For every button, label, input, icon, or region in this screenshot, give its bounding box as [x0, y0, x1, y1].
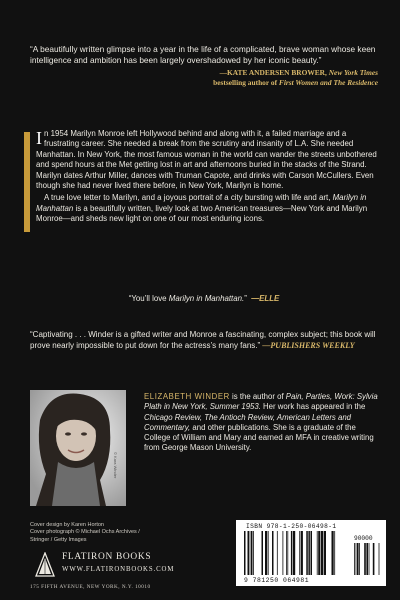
bio-publications: Chicago Review, The Antioch Review, American Letters and Commentary,: [144, 412, 352, 432]
bio-text-2: Her work has appeared in the: [263, 402, 366, 412]
author-photo: [30, 390, 126, 506]
photo-credit-line-1: Cover photograph © Michael Ochs Archives /: [30, 529, 140, 536]
barcode-icon: [244, 531, 382, 577]
praise-quote-brower: [30, 44, 378, 65]
pw-attr: —PUBLISHERS WEEKLY: [262, 340, 355, 350]
elle-prefix: “You’ll love: [128, 294, 167, 303]
photo-credit: © Kara Winder: [113, 452, 118, 479]
quote-text: “A beautifully written glimpse into a year in the life of a complicated, brave woman whose keen intelligence and ambition has been largely overshadowed by her iconic beauty.”: [30, 44, 376, 65]
attr-publication: New York Times: [328, 68, 378, 77]
paragraph-2-text-b: is a beautifully written, lively look at two American treasures—New York and Marilyn Monroe—and sheds new light on one of our most enduring icons.: [36, 203, 368, 224]
publisher-address: 175 FIFTH AVENUE, NEW YORK, N.Y. 10010: [30, 584, 151, 590]
elle-title: Marilyn in Manhattan.: [168, 294, 245, 303]
quote-attribution-brower: [30, 68, 378, 87]
barcode-number: 9 781250 064981: [244, 577, 310, 584]
design-credit: Cover design by Karen Horton: [30, 522, 104, 528]
author-name: ELIZABETH WINDER: [144, 392, 230, 401]
price-code: 90000: [354, 535, 373, 542]
description-paragraph-2: [36, 193, 378, 224]
elle-suffix: ”: [244, 294, 247, 303]
pw-text: “Captivating . . . Winder is a gifted writer and Monroe a fascinating, complex subject; this book will prove nearly impossible to put down for the actress’s many fans.”: [30, 330, 376, 350]
cover-credits: [30, 522, 180, 544]
publisher-url[interactable]: WWW.FLATIRONBOOKS.COM: [62, 566, 175, 573]
elle-attr: —ELLE: [251, 294, 280, 303]
author-bio: [144, 392, 380, 454]
attr-dash: —: [219, 68, 227, 77]
photo-credit-line-2: Stringer / Getty Images: [30, 536, 87, 543]
bio-text-3: and other publications. She is a graduate of the College of William and Mary and earned an MFA in creative writing from George Mason University.: [144, 422, 374, 453]
paragraph-2-title: Marilyn in Manhattan: [36, 193, 367, 213]
author-portrait-icon: [30, 390, 126, 506]
attr-works: First Women and The Residence: [278, 77, 378, 87]
praise-quote-pw: [30, 330, 378, 351]
paragraph-1-text: n 1954 Marilyn Monroe left Hollywood behind and along with it, a failed marriage and a frustrating career. She needed a break from the scrutiny and insanity of L.A. She needed Manhattan. In New York, the most famous woman in the world can wander the streets unbothered and spend hours at the Met getting lost in art and afternoons buried in the stacks of the Strand. Marilyn dates Arthur Miller, dances with Truman Capote, and drinks with Carson McCullers. Even though she had never lived there before, in New York, Marilyn is home.: [36, 129, 377, 191]
book-description: [36, 129, 378, 225]
publisher-name: FLATIRON BOOKS: [62, 552, 152, 562]
attr-descriptor: bestselling author of: [213, 77, 278, 87]
drop-cap: I: [36, 128, 42, 148]
flatiron-building-icon: [34, 552, 56, 576]
description-paragraph-1: [36, 129, 378, 191]
bio-text-1: is the author of: [232, 392, 284, 401]
isbn-label: ISBN 978-1-250-06498-1: [246, 523, 337, 530]
paragraph-2-text-a: A true love letter to Marilyn, and a joyous portrait of a city bursting with life and art,: [44, 193, 331, 203]
gold-accent-bar: [24, 132, 30, 232]
attr-author: KATE ANDERSEN BROWER,: [227, 68, 327, 77]
praise-quote-elle: [30, 294, 378, 303]
bio-book: Pain, Parties, Work: Sylvia Plath in New York, Summer 1953.: [144, 392, 378, 412]
